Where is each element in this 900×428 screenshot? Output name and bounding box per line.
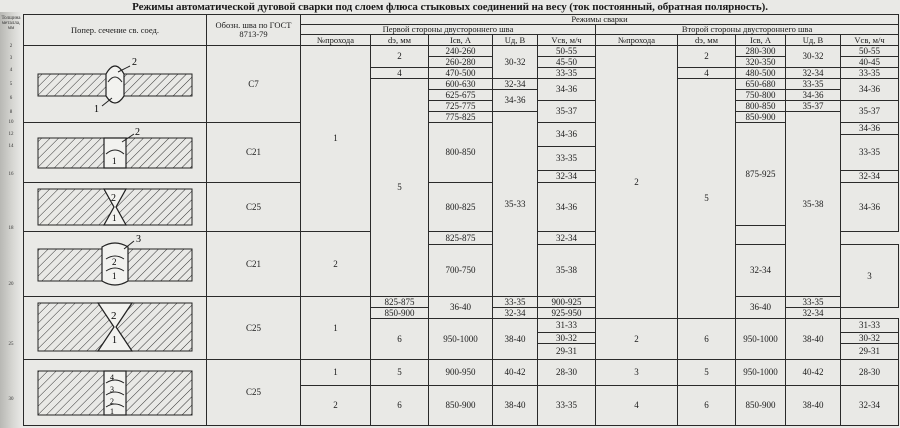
first-diameter: 5	[371, 360, 429, 386]
first-current: 625-675	[429, 90, 493, 101]
second-diameter: 6	[678, 319, 736, 360]
weld-designation: C25	[207, 297, 301, 360]
second-speed: 29-31	[841, 344, 899, 360]
first-diameter: 6	[371, 319, 429, 360]
second-voltage: 35-38	[786, 112, 841, 297]
second-speed: 34-36	[841, 123, 899, 135]
first-diameter: 2	[371, 46, 429, 68]
first-diameter: 6	[371, 386, 429, 426]
first-pass-no: 2	[301, 386, 371, 426]
cross-section-cell	[24, 297, 207, 360]
second-voltage: 38-40	[786, 319, 841, 360]
first-speed: 33-35	[538, 147, 596, 171]
side-value: 20	[8, 282, 14, 287]
side-header: Толщина металла, мм	[1, 16, 21, 31]
header-second-side: Второй стороны двустороннего шва	[596, 25, 899, 35]
second-pass-no: 4	[596, 386, 678, 426]
first-pass-no: 1	[301, 297, 371, 360]
first-current: 800-850	[429, 123, 493, 183]
first-speed: 29-31	[538, 344, 596, 360]
cross-section-cell	[24, 183, 207, 232]
header-speed: Vсв, м/ч	[841, 35, 899, 46]
first-speed: 45-50	[538, 57, 596, 68]
first-speed: 50-55	[538, 46, 596, 57]
weld-sketch-c7	[30, 52, 200, 116]
first-current: 725-775	[429, 101, 493, 112]
weld-designation: C25	[207, 360, 301, 426]
side-value: 8	[9, 110, 13, 115]
first-diameter: 5	[371, 79, 429, 297]
cross-section-cell	[24, 46, 207, 123]
second-current: 875-925	[736, 123, 786, 226]
sketch-label: 2	[110, 396, 114, 406]
cross-section-cell	[24, 232, 207, 297]
second-diameter: 5	[678, 360, 736, 386]
first-speed: 33-35	[493, 297, 538, 308]
first-current: 950-1000	[429, 319, 493, 360]
weld-designation: C21	[207, 123, 301, 183]
weld-sketch-c25-b	[30, 297, 200, 359]
second-current: 950-1000	[736, 360, 786, 386]
second-speed: 30-32	[841, 333, 899, 344]
first-current: 825-875	[429, 232, 493, 245]
side-value: 16	[8, 172, 14, 177]
second-current: 750-800	[736, 90, 786, 101]
first-speed: 35-37	[538, 101, 596, 123]
first-voltage: 34-36	[493, 90, 538, 112]
side-value: 6	[9, 96, 13, 101]
first-speed: 33-35	[538, 386, 596, 426]
first-speed: 34-36	[538, 123, 596, 147]
first-current: 775-825	[429, 112, 493, 123]
sketch-label: 1	[112, 271, 117, 281]
side-value: 3	[9, 56, 13, 61]
second-pass-no: 2	[596, 319, 678, 360]
sketch-label: 4	[110, 372, 114, 382]
first-voltage: 38-40	[493, 386, 538, 426]
second-speed: 35-37	[841, 101, 899, 123]
document-title: Режимы автоматической дуговой сварки под слоем флюса стыковых соединений на весу (ток постоянный, обратная полярность).	[132, 1, 768, 13]
sketch-label: 2	[135, 126, 140, 138]
second-diameter: 6	[678, 386, 736, 426]
second-speed: 28-30	[841, 360, 899, 386]
weld-sketch-c21	[30, 124, 200, 182]
second-voltage: 40-42	[786, 360, 841, 386]
first-speed: 34-36	[538, 183, 596, 232]
sketch-label: 1	[112, 335, 117, 346]
second-voltage: 38-40	[786, 386, 841, 426]
sketch-label: 2	[132, 57, 137, 68]
first-current: 825-875	[371, 297, 429, 308]
weld-sketch-c21-b	[30, 233, 200, 295]
second-current: 280-300	[736, 46, 786, 57]
first-current: 240-260	[429, 46, 493, 57]
first-current: 470-500	[429, 68, 493, 79]
first-current: 850-900	[429, 386, 493, 426]
sketch-label: 3	[110, 384, 114, 394]
first-speed: 31-33	[538, 319, 596, 333]
first-speed: 32-34	[538, 171, 596, 183]
header-weld-designation: Обозн. шва по ГОСТ 8713-79	[207, 15, 301, 46]
sketch-label: 2	[112, 257, 117, 267]
second-diameter: 2	[678, 46, 736, 68]
side-value: 25	[8, 342, 14, 347]
first-pass-no: 1	[301, 46, 371, 232]
cross-section-cell	[24, 360, 207, 426]
first-speed: 32-34	[736, 245, 786, 297]
cross-section-cell	[24, 123, 207, 183]
second-speed: 33-35	[786, 297, 841, 308]
first-speed: 33-35	[538, 68, 596, 79]
second-current: 925-950	[538, 308, 596, 319]
second-speed: 34-36	[841, 79, 899, 101]
weld-designation: C21	[207, 232, 301, 297]
second-diameter: 5	[678, 79, 736, 319]
second-speed: 40-45	[841, 57, 899, 68]
second-current: 900-925	[538, 297, 596, 308]
second-current: 950-1000	[736, 319, 786, 360]
second-pass-no: 3	[841, 245, 899, 308]
header-diameter: dэ, мм	[371, 35, 429, 46]
first-diameter: 4	[371, 68, 429, 79]
side-value: 30	[8, 397, 14, 402]
second-speed: 32-34	[841, 171, 899, 183]
first-current: 850-900	[371, 308, 429, 319]
second-speed: 33-35	[841, 135, 899, 171]
second-speed: 50-55	[841, 46, 899, 57]
first-current: 700-750	[429, 245, 493, 297]
header-voltage: Uд, В	[786, 35, 841, 46]
side-value: 10	[8, 120, 14, 125]
sketch-label: 1	[94, 104, 99, 115]
header-first-side: Первой стороны двустороннего шва	[301, 25, 596, 35]
second-speed: 32-34	[786, 308, 841, 319]
first-voltage: 32-34	[493, 79, 538, 90]
sketch-label: 2	[111, 310, 117, 322]
sketch-label: 1	[112, 213, 117, 223]
sketch-label: 1	[112, 155, 117, 166]
second-speed: 31-33	[841, 319, 899, 333]
header-voltage: Uд, В	[493, 35, 538, 46]
first-speed: 32-34	[538, 232, 596, 245]
side-value: 18	[8, 226, 14, 231]
first-current: 900-950	[429, 360, 493, 386]
second-voltage: 33-35	[786, 79, 841, 90]
first-current: 800-825	[429, 183, 493, 232]
second-current: 850-900	[736, 386, 786, 426]
sketch-label: 3	[136, 234, 141, 245]
second-current: 800-850	[736, 101, 786, 112]
second-voltage: 34-36	[786, 90, 841, 101]
weld-sketch-c25	[30, 183, 200, 231]
side-value: 14	[8, 144, 14, 149]
header-current: Iсв, А	[736, 35, 786, 46]
first-speed: 30-32	[538, 333, 596, 344]
header-pass-no: №прохода	[301, 35, 371, 46]
first-voltage: 38-40	[493, 319, 538, 360]
second-speed: 32-34	[841, 386, 899, 426]
second-speed: 34-36	[841, 183, 899, 232]
second-speed: 33-35	[841, 68, 899, 79]
weld-sketch-c25-c	[30, 363, 200, 423]
first-voltage: 36-40	[429, 297, 493, 319]
first-speed: 34-36	[538, 79, 596, 101]
second-current: 850-900	[736, 112, 786, 123]
welding-modes-table	[23, 14, 899, 426]
second-pass-no: 3	[596, 360, 678, 386]
first-voltage: 35-33	[493, 112, 538, 297]
second-voltage: 36-40	[736, 297, 786, 319]
first-speed: 28-30	[538, 360, 596, 386]
header-diameter: dэ, мм	[678, 35, 736, 46]
header-speed: Vсв, м/ч	[538, 35, 596, 46]
side-value: 5	[9, 82, 13, 87]
side-value: 12	[8, 132, 14, 137]
first-pass-no: 2	[301, 232, 371, 297]
second-pass-no: 2	[596, 46, 678, 319]
first-voltage: 40-42	[493, 360, 538, 386]
second-voltage: 30-32	[786, 46, 841, 68]
first-voltage: 35-38	[538, 245, 596, 297]
first-speed: 32-34	[493, 308, 538, 319]
weld-designation: C25	[207, 183, 301, 232]
sketch-label: 2	[111, 193, 116, 204]
header-modes: Режимы сварки	[301, 15, 899, 25]
sketch-label: 1	[110, 406, 114, 416]
weld-designation: C7	[207, 46, 301, 123]
second-current: 320-350	[736, 57, 786, 68]
first-pass-no: 1	[301, 360, 371, 386]
side-value: 2	[9, 44, 13, 49]
second-voltage: 32-34	[786, 68, 841, 79]
second-current: 480-500	[736, 68, 786, 79]
header-pass-no: №прохода	[596, 35, 678, 46]
side-thickness-strip	[0, 12, 22, 428]
second-diameter: 4	[678, 68, 736, 79]
side-value: 4	[9, 68, 13, 73]
first-current: 260-280	[429, 57, 493, 68]
second-voltage: 35-37	[786, 101, 841, 112]
first-voltage: 30-32	[493, 46, 538, 79]
first-current: 600-630	[429, 79, 493, 90]
header-current: Iсв, А	[429, 35, 493, 46]
header-cross-section: Попер. сечение св. соед.	[24, 15, 207, 46]
second-current: 650-680	[736, 79, 786, 90]
